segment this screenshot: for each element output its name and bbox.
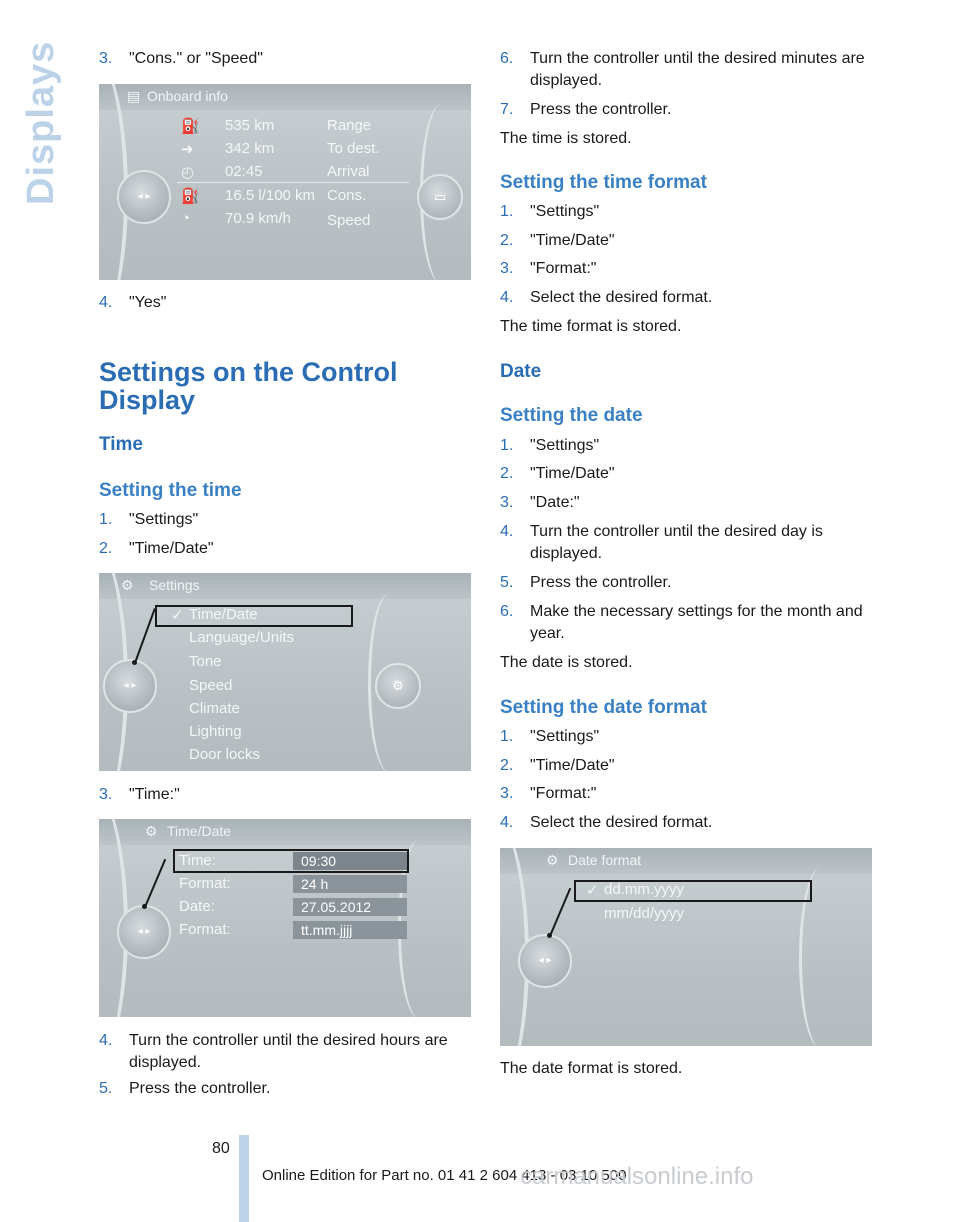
- screen-title: Date format: [568, 852, 642, 868]
- step-text: "Settings": [129, 511, 199, 528]
- menu-item-language-units[interactable]: Language/Units: [189, 629, 295, 646]
- date-format-value[interactable]: tt.mm.jjjj: [293, 921, 407, 939]
- step-text: "Cons." or "Speed": [129, 50, 263, 67]
- step-text: "Date:": [530, 494, 580, 511]
- task-heading: Setting the time format: [500, 172, 707, 193]
- fuel-icon: ⛽: [181, 118, 200, 135]
- step-number: 3.: [500, 785, 514, 802]
- time-value[interactable]: 09:30: [293, 852, 407, 870]
- step-number: 4.: [500, 523, 514, 540]
- menu-item-mm-dd-yyyy[interactable]: mm/dd/yyyy: [604, 905, 685, 922]
- menu-item-door-locks[interactable]: Door locks: [189, 746, 260, 763]
- menu-button-icon: ▭: [417, 174, 463, 220]
- arrow-icon: ➜: [181, 141, 194, 158]
- step-number: 6.: [500, 603, 514, 620]
- gear-icon: ⚙: [145, 823, 158, 839]
- step-text: "Time/Date": [129, 540, 214, 557]
- step-number: 5.: [500, 574, 514, 591]
- step-text: Turn the controller until the desired minutes are displayed.: [530, 50, 865, 89]
- controller-knob-icon: ◂ ▸: [103, 659, 157, 713]
- step-number: 1.: [500, 728, 514, 745]
- section-heading: Settings on the Control Display: [99, 357, 398, 415]
- date-format-screen: [500, 848, 872, 1046]
- step-number: 2.: [500, 757, 514, 774]
- menu-item-speed[interactable]: Speed: [189, 677, 233, 694]
- step-number: 7.: [500, 101, 514, 118]
- side-title: Displays: [20, 40, 62, 205]
- time-format-value[interactable]: 24 h: [293, 875, 407, 893]
- menu-item-time-date[interactable]: Time/Date: [189, 606, 258, 623]
- task-heading: Setting the date: [500, 405, 643, 426]
- page-number: 80: [212, 1140, 230, 1157]
- check-icon: ✓: [171, 607, 184, 624]
- time-date-screen: [99, 819, 471, 1017]
- footer-bar: [239, 1135, 249, 1222]
- onboard-value: 70.9 km/h: [225, 210, 291, 227]
- fuel-icon: ⛽: [181, 188, 200, 205]
- footer-text: Online Edition for Part no. 01 41 2 604 413 - 03 10 500: [262, 1167, 627, 1184]
- step-text: Press the controller.: [129, 1080, 271, 1097]
- menu-item-dd-mm-yyyy[interactable]: dd.mm.yyyy: [604, 881, 685, 898]
- step-number: 6.: [500, 50, 514, 67]
- step-number: 3.: [500, 494, 514, 511]
- controller-knob-icon: ◂ ▸: [518, 934, 572, 988]
- onboard-icon: ▤: [127, 88, 141, 104]
- controller-knob-icon: ◂ ▸: [117, 170, 171, 224]
- step-number: 2.: [99, 540, 113, 557]
- onboard-label: Arrival: [327, 163, 370, 180]
- step-text: Press the controller.: [530, 101, 672, 118]
- gear-button-icon: ⚙: [375, 663, 421, 709]
- onboard-value: 02:45: [225, 163, 263, 180]
- step-text: "Settings": [530, 437, 600, 454]
- step-text: "Format:": [530, 785, 597, 802]
- onboard-value: 16.5 l/100 km: [225, 187, 316, 204]
- row-label: Format:: [179, 921, 231, 938]
- screen-title: Onboard info: [147, 88, 228, 104]
- step-number: 3.: [99, 786, 113, 803]
- row-label: Time:: [179, 852, 216, 869]
- menu-item-tone[interactable]: Tone: [189, 653, 222, 670]
- subsection-heading: Date: [500, 361, 542, 382]
- step: [99, 1030, 471, 1074]
- result-text: The time format is stored.: [500, 318, 682, 335]
- step-number: 4.: [500, 289, 514, 306]
- watermark: carmanualsonline.info: [520, 1163, 754, 1190]
- clock-icon: ◴: [181, 164, 195, 181]
- step-text: Select the desired format.: [530, 289, 713, 306]
- step-text: Turn the controller until the desired day is displayed.: [530, 523, 823, 562]
- date-value[interactable]: 27.05.2012: [293, 898, 407, 916]
- settings-screen: [99, 573, 471, 771]
- task-heading: Setting the date format: [500, 697, 707, 718]
- screen-title: Settings: [149, 577, 200, 593]
- onboard-label: Speed: [327, 212, 371, 229]
- step-text: Turn the controller until the desired hours are displayed.: [129, 1032, 448, 1071]
- step-text: "Settings": [530, 728, 600, 745]
- step-text: "Time:": [129, 786, 180, 803]
- step-number: 4.: [99, 294, 113, 311]
- step-number: 1.: [99, 511, 113, 528]
- step-text: "Time/Date": [530, 757, 615, 774]
- step-text: Press the controller.: [530, 574, 672, 591]
- step-number: 5.: [99, 1080, 113, 1097]
- menu-item-lighting[interactable]: Lighting: [189, 723, 242, 740]
- task-heading: Setting the time: [99, 480, 242, 501]
- check-icon: ✓: [586, 882, 599, 899]
- step-text: "Time/Date": [530, 465, 615, 482]
- step-number: 3.: [500, 260, 514, 277]
- speedometer-icon: ◔: [181, 210, 191, 227]
- step-text: Select the desired format.: [530, 814, 713, 831]
- step-number: 2.: [500, 465, 514, 482]
- onboard-value: 535 km: [225, 117, 275, 134]
- onboard-label: To dest.: [327, 140, 380, 157]
- row-label: Format:: [179, 875, 231, 892]
- step-number: 4.: [99, 1032, 113, 1049]
- result-text: The date format is stored.: [500, 1060, 683, 1077]
- onboard-label: Cons.: [327, 187, 367, 204]
- step-text: Make the necessary settings for the month and year.: [530, 603, 863, 642]
- result-text: The date is stored.: [500, 654, 633, 671]
- subsection-heading: Time: [99, 434, 144, 455]
- step-number: 3.: [99, 50, 113, 67]
- step-number: 2.: [500, 232, 514, 249]
- step-number: 1.: [500, 437, 514, 454]
- result-text: The time is stored.: [500, 130, 632, 147]
- onboard-value: 342 km: [225, 140, 275, 157]
- onboard-label: Range: [327, 117, 372, 134]
- step-number: 1.: [500, 203, 514, 220]
- gear-icon: ⚙: [546, 852, 559, 868]
- controller-knob-icon: ◂ ▸: [117, 905, 171, 959]
- screen-title: Time/Date: [167, 823, 232, 839]
- step-text: "Format:": [530, 260, 597, 277]
- step-text: "Time/Date": [530, 232, 615, 249]
- gear-icon: ⚙: [121, 577, 134, 593]
- onboard-info-screen: [99, 84, 471, 280]
- step-text: "Yes": [129, 294, 167, 311]
- row-label: Date:: [179, 898, 215, 915]
- step-number: 4.: [500, 814, 514, 831]
- menu-item-climate[interactable]: Climate: [189, 700, 240, 717]
- step-text: "Settings": [530, 203, 600, 220]
